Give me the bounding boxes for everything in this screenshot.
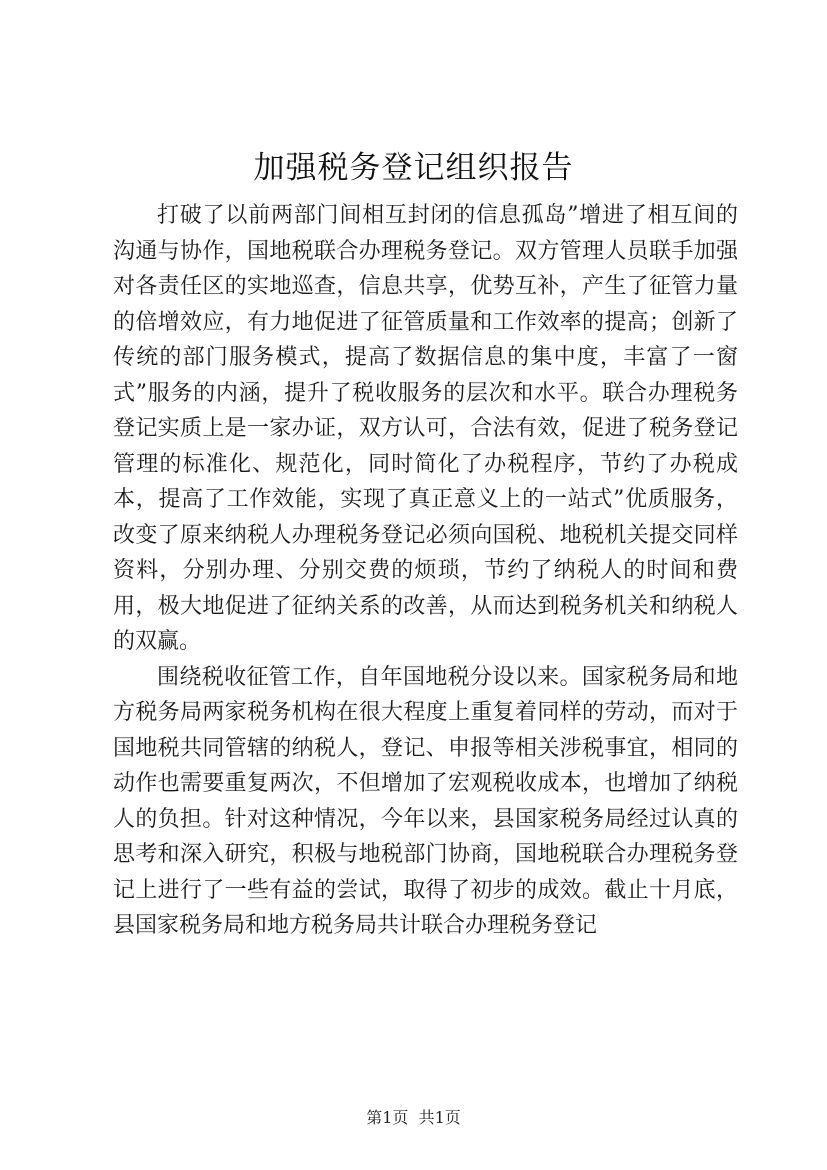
paragraph-2: 围绕税收征管工作，自年国地税分设以来。国家税务局和地方税务局两家税务机构在很大程度上重复着同样的劳动，而对于国地税共同管辖的纳税人，登记、申报等相关涉税事宜，相同的动作也需要重复两次，不但增加了宏观税收成本，也增加了纳税人的负担。针对这种情况，今年以来，县国家税务局经过认真的思考和深入研究，积极与地税部门协商，国地税联合办理税务登记上进行了一些有益的尝试，取得了初步的成效。截止十月底，县国家税务局和地方税务局共计联合办理税务登记 xyxy=(113,664,738,938)
paragraph-1: 打破了以前两部门间相互封闭的信息孤岛”增进了相互间的沟通与协作，国地税联合办理税务登记。双方管理人员联手加强对各责任区的实地巡查，信息共享，优势互补，产生了征管力量的倍增效应，有力地促进了征管质量和工作效率的提高；创新了传统的部门服务模式，提高了数据信息的集中度，丰富了一窗式”服务的内涵，提升了税收服务的层次和水平。联合办理税务登记实质上是一家办证，双方认可，合法有效，促进了税务登记管理的标准化、规范化，同时简化了办税程序，节约了办税成本，提高了工作效能，实现了真正意义上的一站式”优质服务，改变了原来纳税人办理税务登记必须向国税、地税机关提交同样资料，分别办理、分别交费的烦琐，节约了纳税人的时间和费用，极大地促进了征纳关系的改善，从而达到税务机关和纳税人的双赢。 xyxy=(113,203,738,654)
document-title: 加强税务登记组织报告 xyxy=(253,150,574,186)
page-footer xyxy=(0,1108,827,1128)
page-number: 第1页 xyxy=(366,1108,409,1127)
page-total: 共1页 xyxy=(418,1108,461,1127)
document-body xyxy=(113,198,738,944)
